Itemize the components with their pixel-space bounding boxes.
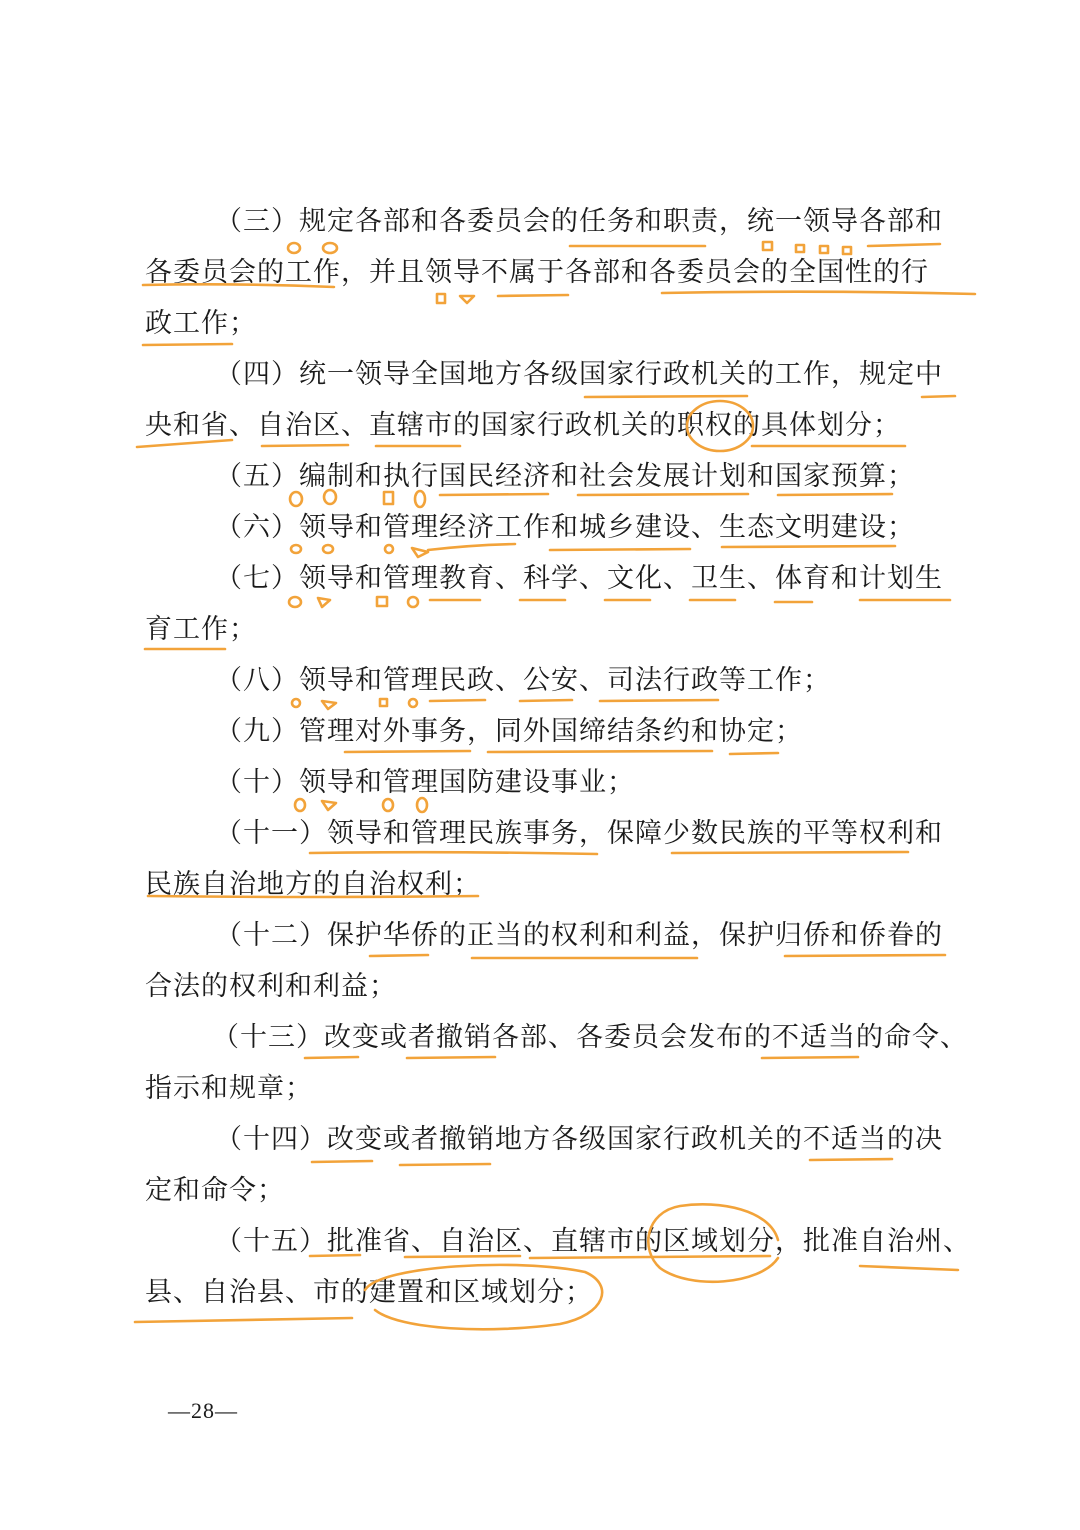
text-line: 定和命令； bbox=[145, 1175, 285, 1206]
text-line: 各委员会的工作，并且领导不属于各部和各委员会的全国性的行 bbox=[145, 257, 929, 288]
text-line: （十三）改变或者撤销各部、各委员会发布的不适当的命令、 bbox=[212, 1022, 968, 1053]
small-mark bbox=[437, 294, 445, 303]
text-line: 县、自治县、市的建置和区域划分； bbox=[145, 1277, 593, 1308]
text-line: （八）领导和管理民政、公安、司法行政等工作； bbox=[215, 665, 831, 696]
text-line: （六）领导和管理经济工作和城乡建设、生态文明建设； bbox=[215, 512, 915, 543]
text-line: （五）编制和执行国民经济和社会发展计划和国家预算； bbox=[215, 461, 915, 492]
small-mark bbox=[412, 548, 428, 557]
text-line: 育工作； bbox=[145, 614, 257, 645]
underline-mark bbox=[860, 1266, 958, 1270]
text-line: （九）管理对外事务，同外国缔结条约和协定； bbox=[215, 716, 803, 747]
text-line: （十）领导和管理国防建设事业； bbox=[215, 767, 635, 798]
text-line: （七）领导和管理教育、科学、文化、卫生、体育和计划生 bbox=[215, 563, 943, 594]
text-line: （十二）保护华侨的正当的权利和利益，保护归侨和侨眷的 bbox=[215, 920, 943, 951]
small-mark bbox=[460, 296, 474, 303]
underline-mark bbox=[312, 1161, 372, 1162]
small-mark bbox=[322, 701, 336, 709]
small-mark bbox=[820, 246, 828, 253]
text-line: （十四）改变或者撤销地方各级国家行政机关的不适当的决 bbox=[215, 1124, 943, 1155]
underline-mark bbox=[585, 396, 747, 397]
page-number: —28— bbox=[168, 1398, 238, 1423]
small-mark bbox=[288, 243, 300, 253]
text-line: （四）统一领导全国地方各级国家行政机关的工作，规定中 bbox=[215, 359, 943, 390]
text-line: 央和省、自治区、直辖市的国家行政机关的职权的具体划分； bbox=[145, 410, 901, 441]
text-line: 合法的权利和利益； bbox=[145, 971, 397, 1002]
text-line: （三）规定各部和各委员会的任务和职责，统一领导各部和 bbox=[215, 206, 943, 237]
small-mark bbox=[318, 598, 330, 607]
underline-mark bbox=[498, 295, 568, 296]
underline-mark bbox=[135, 1318, 352, 1322]
underline-mark bbox=[922, 396, 955, 397]
underline-mark bbox=[550, 549, 690, 550]
underline-mark bbox=[868, 244, 940, 246]
text-line: （十一）领导和管理民族事务，保障少数民族的平等权利和 bbox=[215, 818, 943, 849]
small-mark bbox=[796, 245, 804, 252]
small-mark bbox=[323, 243, 337, 253]
text-line: 政工作； bbox=[145, 308, 257, 339]
text-line: 指示和规章； bbox=[145, 1073, 313, 1104]
underline-mark bbox=[143, 344, 232, 345]
text-line: 民族自治地方的自治权利； bbox=[145, 869, 481, 900]
small-mark bbox=[763, 242, 772, 250]
text-line: （十五）批准省、自治区、直辖市的区域划分，批准自治州、 bbox=[215, 1226, 971, 1257]
underline-mark bbox=[400, 1164, 490, 1165]
underline-mark bbox=[730, 753, 778, 754]
